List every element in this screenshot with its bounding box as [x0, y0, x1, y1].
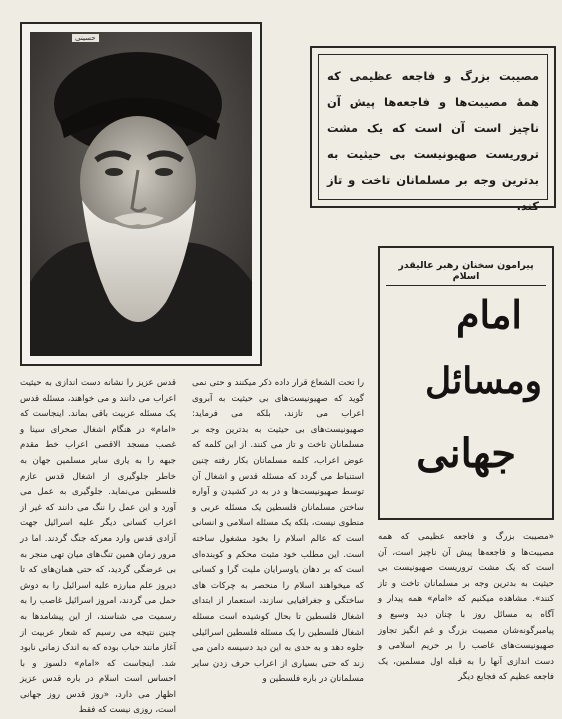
article-column-left	[20, 376, 176, 716]
portrait-image	[30, 32, 252, 356]
column-middle-text: را تحت الشعاع قرار داده ذکر میکنند و حتی نمی گوید که صهیونیست‌های بی حیثیت به آبروی اعراب می تازند، بلکه می فرماید: صهیونیست‌های بی حیثیت به بدترین وجه بر مسلمانان تاخت و تاز می کنند. از این کلمه که عوض اعراب، کلمه مسلمانان بکار رفته چنین استنباط می گردد که مسئله قدس و اشغال آن توسط صهیونیست‌ها و در به در کشیدن و آواره ساختن مسلمانان فلسطین یک مسئله عربی و منطوی نیست، بلکه یک مسئله اسلامی و انسانی است که عالم اسلام را بخود مشغول ساخته است. این مطلب خود مثبت محکم و کوبنده‌ای است که بر دهان یاوسرایان ملیت گرا و کسانی که میخواهند اسلام را منحصر به چرکات های ساختگی و جغرافیایی سازند، استعمار از ابتدای اشغال فلسطین تا بحال کوشیده است مسئله اشغال فلسطین را یک مسئله فلسطین اسرائیلی جلوه دهد و به حدی به این دید دسیسه دامن می زند که حتی بسیاری از اعراب حرف زدن سایر مسلمانان در باره فلسطین و	[192, 378, 364, 685]
title-line-jahani: جهانی	[416, 430, 516, 477]
article-column-right	[378, 530, 554, 700]
article-column-middle	[192, 376, 364, 700]
title-line-masael: ومسائل	[424, 360, 542, 402]
quote-box	[310, 46, 556, 213]
title-line-imam: امام	[455, 292, 522, 337]
photo-caption: حسینی	[72, 34, 99, 42]
article-subtitle: پیرامون سخنان رهبر عالیقدر اسلام	[386, 260, 546, 286]
portrait-photo	[30, 32, 252, 356]
article-title-box	[378, 246, 554, 520]
column-right-text: «مصیبت بزرگ و فاجعه عظیمی که همه مصیبت‌ها و فاجعه‌ها پیش آن ناچیز است، آن است که یک مشت تروریست صهیونیست بی حیثیت به بدترین وجه بر مسلمانان تاخت و تاز کنند». مشاهده میکنیم که «امام» همه پیدار و آگاه به مسائل روز با چنان دید وسیع و پیامبرگونه‌شان مصیبت بزرگ و غم انگیز تجاوز صهیونیست‌های غاصب را بر حریم اسلامی و دست اندازی آنها را به قبله اول مسلمین، یک فاجعه عظیم که فجایع دیگر	[378, 532, 554, 683]
quote-text: مصیبت بزرگ و فاجعه عظیمی که همهٔ مصیبت‌ها و فاجعه‌ها پیش آن ناچیز است آن است که یک مشت تروریست صهیونیست بی حیثیت به بدترین وجه بر مسلمانان تاخت و تاز کند.	[318, 54, 548, 200]
portrait-photo-frame	[20, 22, 262, 366]
column-left-text: قدس عزیز را نشانه دست اندازی به حیثیت اعراب می دانند و می خواهند، مسئله قدس یک مسئله عربیت باقی بماند. اینجاست که «امام» در هنگام اشغال صحرای سینا و غصب مسجد الاقصی اعراب خط مقدم جبهه را به یاری سایر مسلمین جهان به خاطر جلوگیری از اشغال قدس عازم فلسطین می‌نماید. جلوگیری به عمل می آورد و این عمل را ننگ می دانند که غیر از اعراب کسانی دیگر علیه اسرائیل جهت آزادی قدس وارد معرکه جنگ گردند. اما در مرور زمان همین تنگ‌های میان تهی منجر به بی عرضگی گردید، که حتی همان‌های که تا دیروز علم مبارزه علیه اسرائیل را به دوش حمل می گردند، امروز اسرائیل غاصب را به رسمیت می شناسند، از این پیشامدها به چنین نتیجه می رسیم که شعار عربیت از آغاز مانند حباب بوده که به اندک زمانی نابود شد. اینجاست که «امام» دلسوز و با احساس است اسلام در باره قدس عزیز اظهار می دارد، «روز قدس روز جهانی است، روزی نیست که فقط	[20, 378, 176, 716]
